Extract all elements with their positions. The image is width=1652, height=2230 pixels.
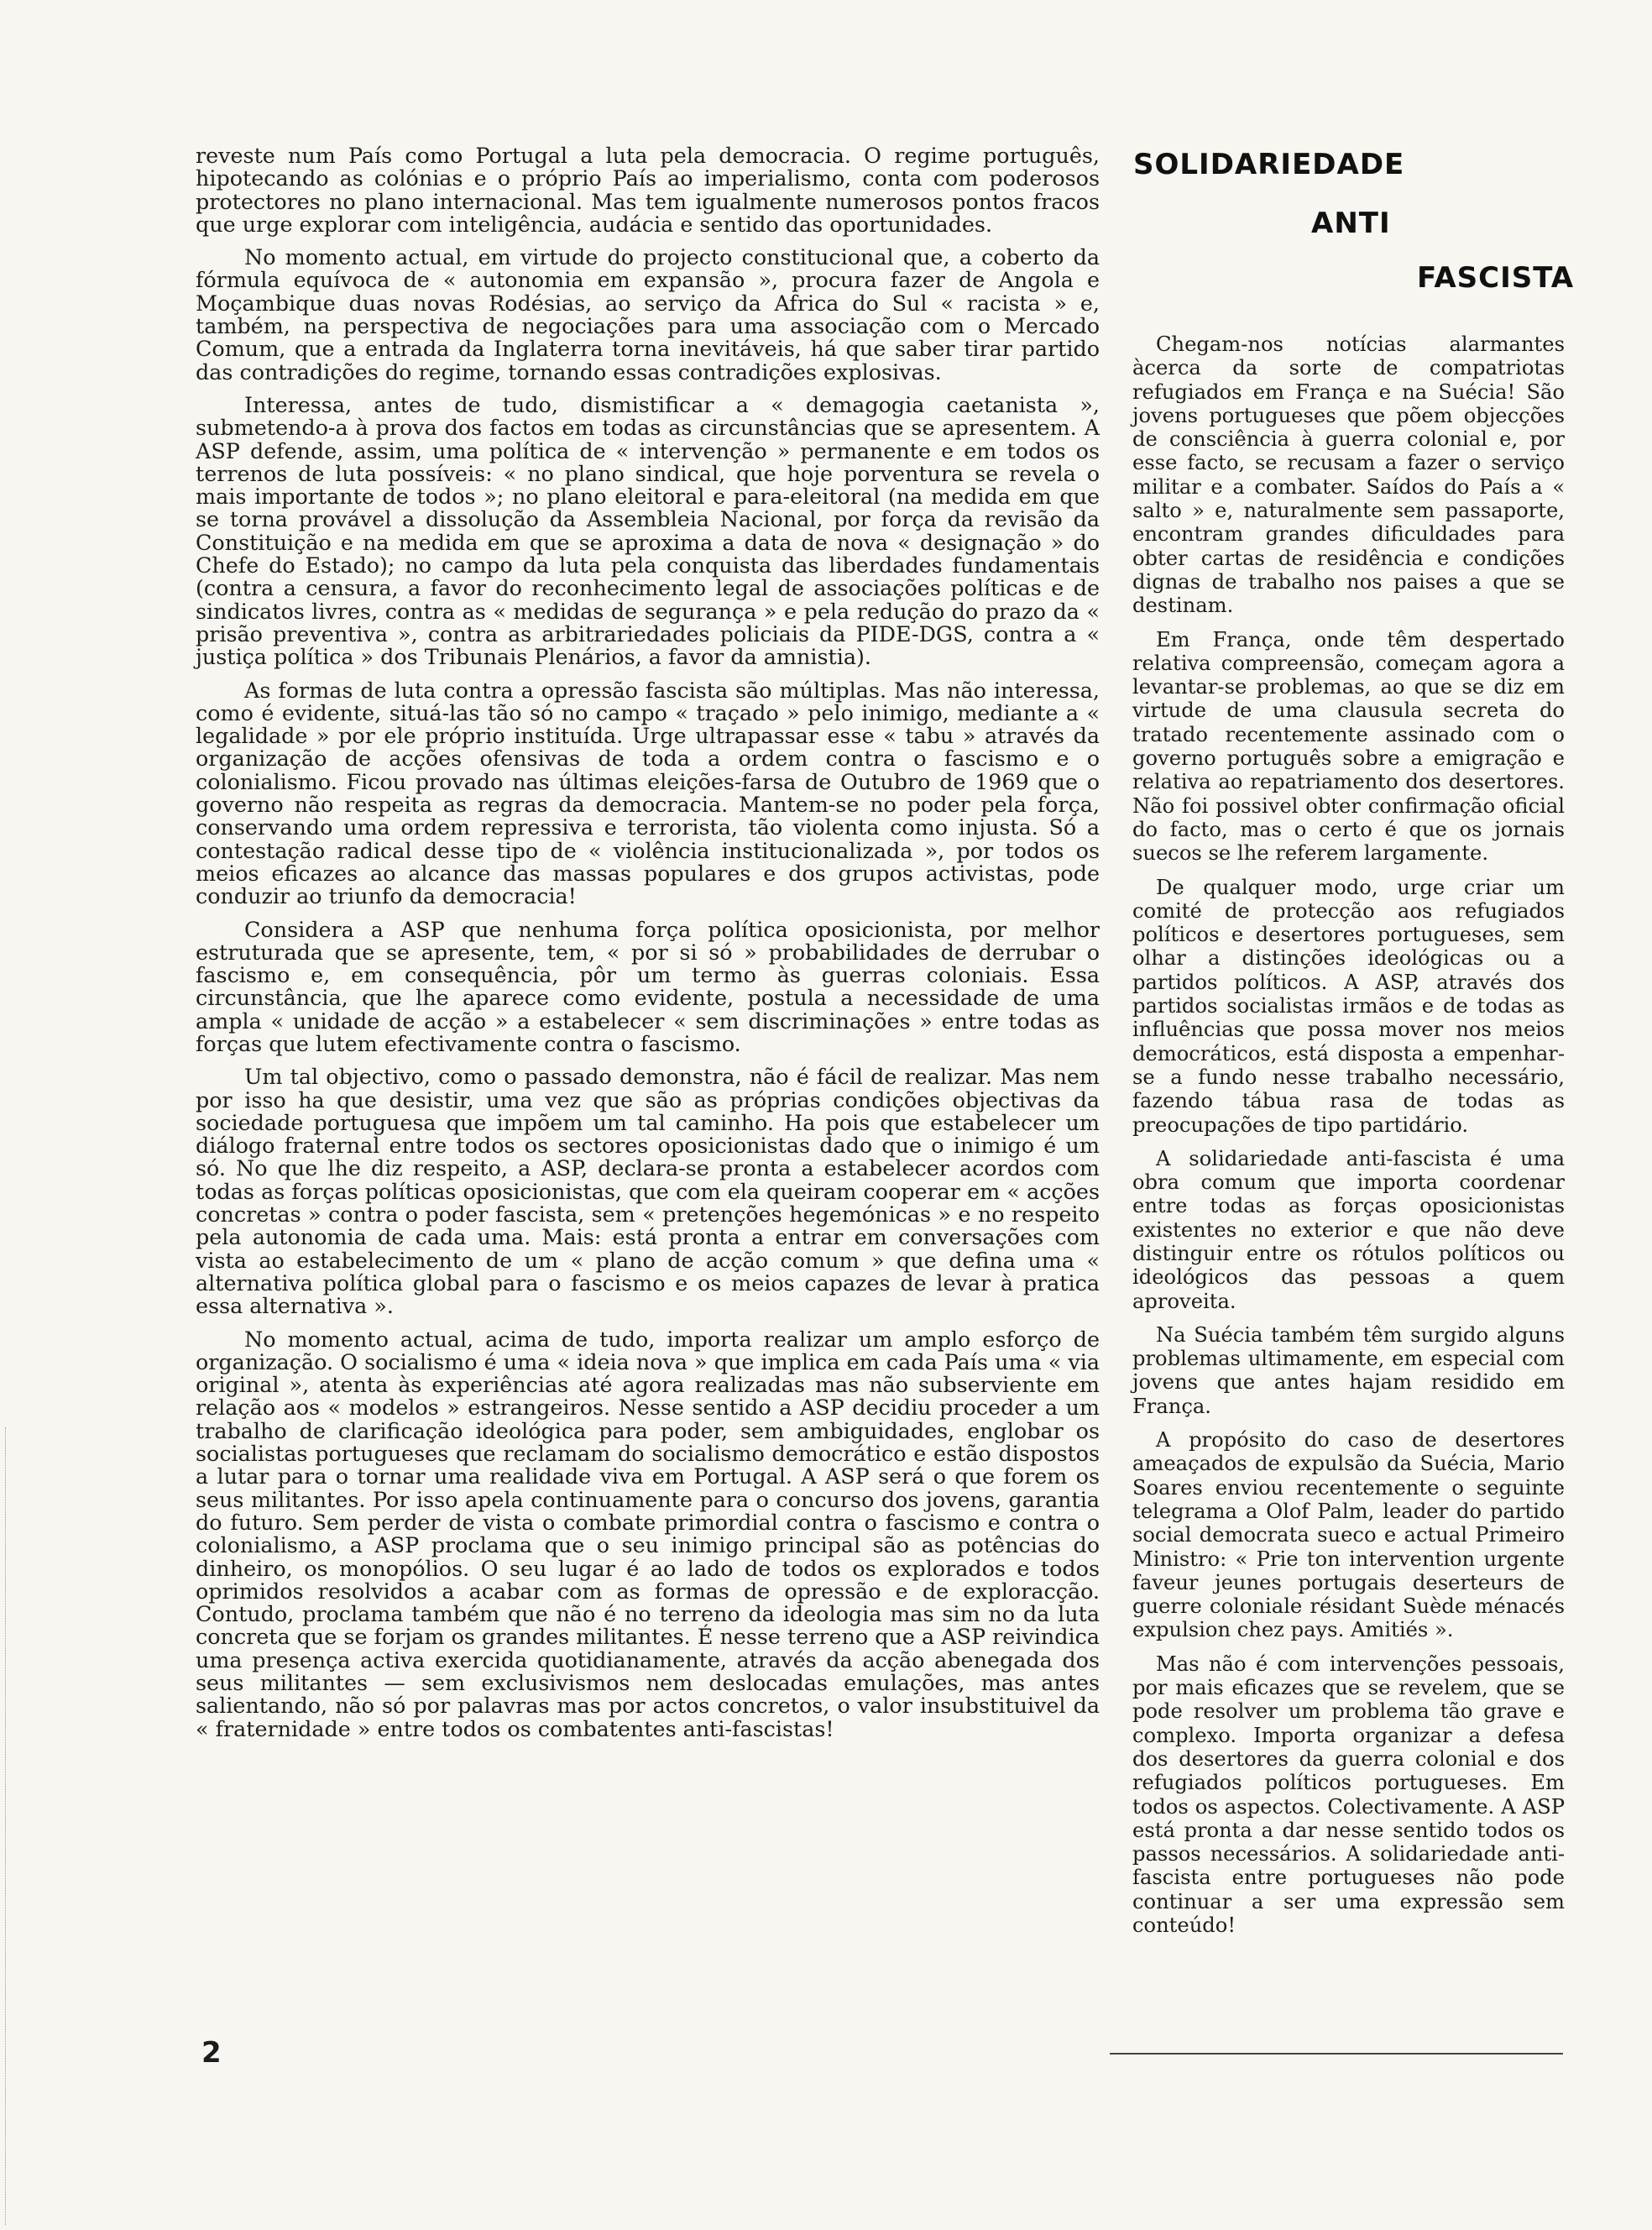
main-paragraph: Considera a ASP que nenhuma força política oposicionista, por melhor estruturada que se apresente, tem, « por si só » probabilidades de derrubar o fascismo e, em consequência, pôr um termo às guerras coloniais. Essa circunstância, que lhe aparece como evidente, postula a necessidade de uma ampla « unidade de acção » a estabelecer « sem discriminações » entre todas as forças que lutem efectivamente contra o fascismo. <box>196 916 1100 1056</box>
sidebar-headline-line-1: SOLIDARIEDADE <box>1133 148 1405 181</box>
main-paragraph: Um tal objectivo, como o passado demonstra, não é fácil de realizar. Mas nem por isso ha que desistir, uma vez que são as próprias condições objectivas da sociedade portuguesa que impõem um tal caminho. Ha pois que estabelecer um diálogo fraternal entre todos os sectores oposicionistas dado que o inimigo é um só. No que lhe diz respeito, a ASP, declara-se pronta a estabelecer acordos com todas as forças políticas oposicionistas, que com ela queiram cooperar em « acções concretas » contra o poder fascista, sem « pretenções hegemónicas » e no respeito pela autonomia de cada uma. Mais: está pronta a entrar em conversações com vista ao estabelecimento de um « plano de acção comum » que defina uma « alternativa política global para o fascismo e os meios capazes de levar à pratica essa alternativa ». <box>196 1064 1100 1319</box>
sidebar-paragraph: A solidariedade anti-fascista é uma obra comum que importa coordenar entre todas as forças oposicionistas existentes no exterior e que não deve distinguir entre os rótulos políticos ou ideológicos das pessoas a quem aproveita. <box>1132 1146 1565 1313</box>
sidebar-paragraph: A propósito do caso de desertores ameaçados de expulsão da Suécia, Mario Soares enviou recentemente o seguinte telegrama a Olof Palm, leader do partido social democrata sueco e actual Primeiro Ministro: « Prie ton intervention urgente faveur jeunes portugais deserteurs de guerre coloniale résidant Suède ménacés expulsion chez pays. Amitiés ». <box>1132 1428 1565 1642</box>
main-paragraph: reveste num País como Portugal a luta pela democracia. O regime português, hipotecando as colónias e o próprio País ao imperialismo, conta com poderosos protectores no plano internacional. Mas tem igualmente numerosos pontos fracos que urge explorar com inteligência, audácia e sentido das oportunidades. <box>196 143 1100 237</box>
main-paragraph: As formas de luta contra a opressão fascista são múltiplas. Mas não interessa, como é evidente, situá-las tão só no campo « traçado » pelo inimigo, mediante a « legalidade » por ele próprio instituída. Urge ultrapassar esse « tabu » através da organização de acções ofensivas de toda a ordem contra o fascismo e o colonialismo. Ficou provado nas últimas eleições-farsa de Outubro de 1969 que o governo não respeita as regras da democracia. Mantem-se no poder pela força, conservando uma ordem repressiva e terrorista, tão violenta como injusta. Só a contestação radical desse tipo de « violência institucionalizada », por todos os meios eficazes ao alcance das massas populares e dos grupos activistas, pode conduzir ao triunfo da democracia! <box>196 677 1100 909</box>
sidebar-paragraph: Chegam-nos notícias alarmantes àcerca da sorte de compatriotas refugiados em França e na Suécia! São jovens portugueses que põem objecções de consciência à guerra colonial e, por esse facto, se recusam a fazer o serviço militar e a combater. Saídos do País a « salto » e, naturalmente sem passaporte, encontram grandes dificuldades para obter cartas de residência e condições dignas de trabalho nos paises a que se destinam. <box>1132 332 1565 618</box>
sidebar-headline-line-2: ANTI <box>1311 207 1391 240</box>
sidebar-paragraph: De qualquer modo, urge criar um comité de protecção aos refugiados políticos e desertores portugueses, sem olhar a distinções ideológicas ou a partidos políticos. A ASP, através dos partidos socialistas irmãos e de todas as influências que possa mover nos meios democráticos, está disposta a empenhar-se a fundo nesse trabalho necessário, fazendo tábua rasa de todas as preocupações de tipo partidário. <box>1132 875 1565 1137</box>
page-number: 2 <box>201 2036 222 2070</box>
main-paragraph: No momento actual, acima de tudo, importa realizar um amplo esforço de organização. O socialismo é uma « ideia nova » que implica em cada País uma « via original », atenta às experiências até agora realizadas mas não subserviente em relação aos « modelos » estrangeiros. Nesse sentido a ASP decidiu proceder a um trabalho de clarificação ideológica para poder, sem ambiguidades, englobar os socialistas portugueses que reclamam do socialismo democrático e estão dispostos a lutar para o tornar uma realidade viva em Portugal. A ASP será o que forem os seus militantes. Por isso apela continuamente para o concurso dos jovens, garantia do futuro. Sem perder de vista o combate primordial contra o fascismo e contra o colonialismo, a ASP proclama que o seu inimigo principal são as potências do dinheiro, os monopólios. O seu lugar é ao lado de todos os explorados e todos oprimidos resolvidos a acabar com as formas de opressão e de exploracção. Contudo, proclama também que não é no terreno da ideologia mas sim no da luta concreta que se forjam os grandes militantes. É nesse terreno que a ASP reivindica uma presença activa exercida quotidianamente, através da acção abenegada dos seus militantes — sem exclusivismos nem deslocadas emulações, mas antes salientando, não só por palavras mas por actos concretos, o valor insubstituivel da « fraternidade » entre todos os combatentes anti-fascistas! <box>196 1326 1100 1741</box>
sidebar-paragraph: Em França, onde têm despertado relativa compreensão, começam agora a levantar-se problemas, ao que se diz em virtude de uma clausula secreta do tratado recentemente assinado com o governo português sobre a emigração e relativa ao repatriamento dos desertores. Não foi possivel obter confirmação oficial do facto, mas o certo é que os jornais suecos se lhe referem largamente. <box>1132 627 1565 866</box>
sidebar-bottom-rule <box>1110 2053 1563 2055</box>
main-paragraph: No momento actual, em virtude do projecto constitucional que, a coberto da fórmula equívoca de « autonomia em expansão », procura fazer de Angola e Moçambique duas novas Rodésias, ao serviço da Africa do Sul « racista » e, também, na perspectiva de negociações para uma associação com o Mercado Comum, que a entrada da Inglaterra torna inevitáveis, há que saber tirar partido das contradições do regime, tornando essas contradições explosivas. <box>196 244 1100 385</box>
sidebar-headline-line-3: FASCISTA <box>1417 261 1575 295</box>
sidebar-paragraph: Na Suécia também têm surgido alguns problemas ultimamente, em especial com jovens que antes hajam residido em França. <box>1132 1322 1565 1418</box>
scan-edge-marks <box>5 1427 8 2225</box>
main-paragraph: Interessa, antes de tudo, dismistificar a « demagogia caetanista », submetendo-a à prova dos factos em todas as circunstâncias que se apresentem. A ASP defende, assim, uma política de « intervenção » permanente e em todos os terrenos de luta possíveis: « no plano sindical, que hoje porventura se revela o mais importante de todos »; no plano eleitoral e para-eleitoral (na medida em que se torna provável a dissolução da Assembleia Nacional, por força da revisão da Constituição e na medida em que se aproxima a data de nova « designação » do Chefe do Estado); no campo da luta pela conquista das liberdades fundamentais (contra a censura, a favor do reconhecimento legal de associações políticas e de sindicatos livres, contra as « medidas de segurança » e pela redução do prazo da « prisão preventiva », contra as arbitrariedades policiais da PIDE-DGS, contra a « justiça política » dos Tribunais Plenários, a favor da amnistia). <box>196 391 1100 670</box>
main-article-column <box>196 144 1100 1751</box>
sidebar-paragraph: Mas não é com intervenções pessoais, por mais eficazes que se revelem, que se pode resolver um problema tão grave e complexo. Importa organizar a defesa dos desertores da guerra colonial e dos refugiados políticos portugueses. Em todos os aspectos. Colectivamente. A ASP está pronta a dar nesse sentido todos os passos necessários. A solidariedade anti-fascista entre portugueses não pode continuar a ser uma expressão sem conteúdo! <box>1132 1652 1565 1937</box>
sidebar-article-column <box>1132 332 1565 1947</box>
